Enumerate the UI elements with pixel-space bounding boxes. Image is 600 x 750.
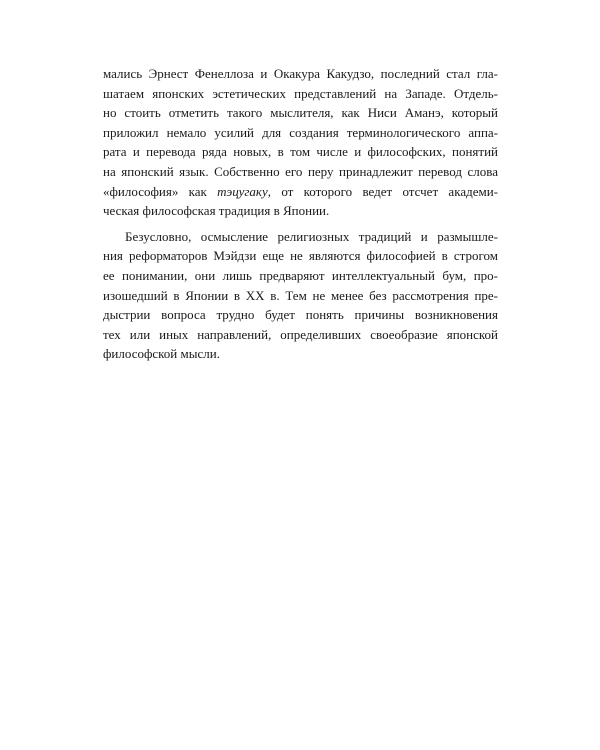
text-line: дыстрии вопроса трудно будет понять причины возникновения xyxy=(103,307,498,323)
text-line: рата и перевода ряда новых, в том числе и философских, понятий xyxy=(103,144,498,160)
text-segment: «философия» как xyxy=(103,183,218,199)
text-line: шатаем японских эстетических представлений на Западе. Отдель- xyxy=(103,85,498,101)
paragraph-2 xyxy=(103,227,498,364)
text-line: на японский язык. Собственно его перу принадлежит перевод слова xyxy=(103,163,498,179)
text-line: приложил немало усилий для создания терминологического аппа- xyxy=(103,124,498,140)
text-line: ческая философская традиция в Японии. xyxy=(103,203,330,219)
text-line: ния реформаторов Мэйдзи еще не являются философией в строгом xyxy=(103,248,498,264)
paragraph-1 xyxy=(103,64,498,221)
body-text xyxy=(103,64,498,364)
text-line: Безусловно, осмысление религиозных традиций и размышле- xyxy=(125,228,498,244)
text-line: тех или иных направлений, определивших своеобразие японской xyxy=(103,326,498,342)
text-line: мались Эрнест Фенеллоза и Окакура Какудзо, последний стал гла- xyxy=(103,66,498,81)
text-line: философской мысли. xyxy=(103,346,220,362)
text-segment: , от которого ведет отсчет академи- xyxy=(267,183,498,199)
text-line: но стоить отметить такого мыслителя, как Ниси Аманэ, который xyxy=(103,105,498,121)
text-line: ее понимании, они лишь предваряют интеллектуальный бум, про- xyxy=(103,267,498,283)
text-line: изошедший в Японии в XX в. Тем не менее без рассмотрения пре- xyxy=(103,287,498,303)
text-line-with-italic xyxy=(103,182,498,202)
italic-term: тэцугаку xyxy=(217,183,268,199)
